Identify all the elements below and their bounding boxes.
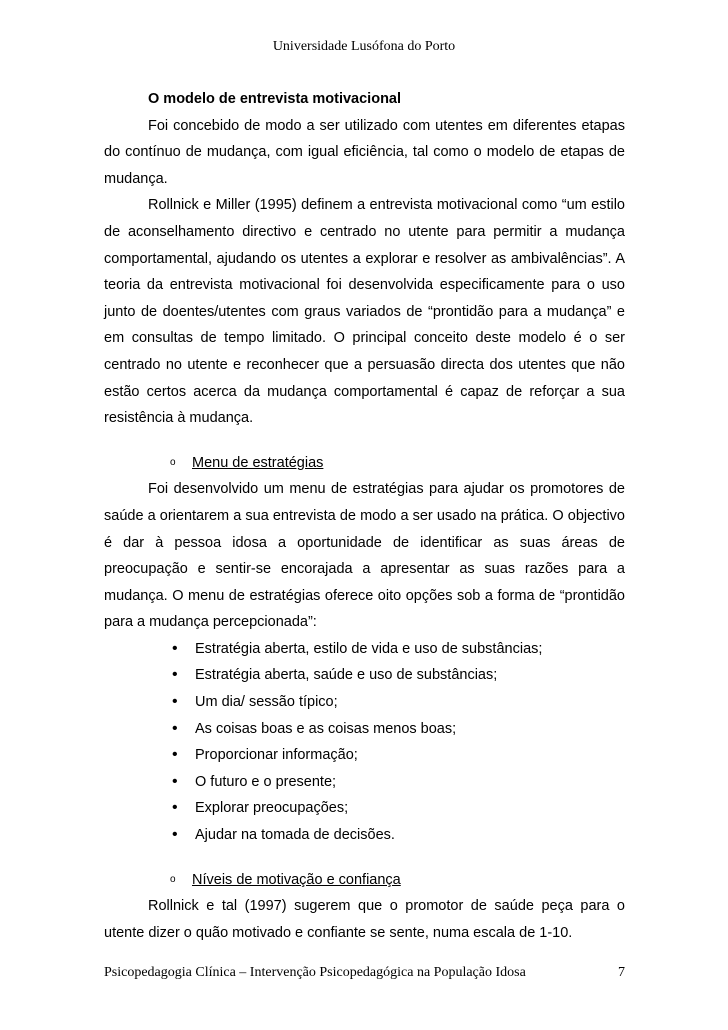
subsection-heading: [104, 867, 625, 894]
list-item: [104, 795, 625, 822]
circle-bullet-icon: o: [170, 873, 176, 885]
body-paragraph: Rollnick e tal (1997) sugerem que o promotor de saúde peça para o utente dizer o quão motivado e confiante se sente, numa escala de 1-10.: [104, 898, 625, 941]
footer-title: Psicopedagogia Clínica – Intervenção Psicopedagógica na População Idosa: [104, 965, 526, 980]
list-item-text: Um dia/ sessão típico;: [195, 694, 338, 711]
list-item: [104, 822, 625, 849]
list-item-text: Ajudar na tomada de decisões.: [195, 827, 395, 844]
bullet-icon: •: [172, 772, 178, 790]
page-header: Universidade Lusófona do Porto: [272, 39, 456, 54]
list-item-text: Estratégia aberta, estilo de vida e uso de substâncias;: [195, 640, 543, 657]
list-item: [104, 662, 625, 689]
bullet-icon: •: [172, 719, 178, 737]
circle-bullet-icon: o: [170, 456, 176, 468]
list-item: [104, 636, 625, 663]
subsection-title: Níveis de motivação e confiança: [192, 871, 401, 888]
bullet-icon: •: [172, 746, 178, 764]
list-item: [104, 769, 625, 796]
list-item: [104, 716, 625, 743]
strategy-list: [104, 636, 625, 849]
bullet-icon: •: [172, 666, 178, 684]
body-paragraph: Rollnick e Miller (1995) definem a entrevista motivacional como “um estilo de aconselhamento directivo e centrado no utente para permitir a mudança comportamental, ajudando os utentes a explorar e resolver as ambivalências”. A teoria da entrevista motivacional foi desenvolvida especificamente para o uso junto de doentes/utentes com graus variados de “prontidão para a mudança” e em consultas de tempo limitado. O principal conceito deste modelo é o ser centrado no utente e reconhecer que a persuasão directa dos utentes que não estão certos acerca da mudança comportamental é capaz de reforçar a sua resistência à mudança.: [104, 197, 625, 427]
bullet-icon: •: [172, 693, 178, 711]
body-paragraph: Foi desenvolvido um menu de estratégias para ajudar os promotores de saúde a orientarem a sua entrevista de modo a ser usado na prática. O objectivo é dar à pessoa idosa a oportunidade de identificar as suas áreas de preocupação e sentir-se encorajada a apresentar as suas razões para a mudança. O menu de estratégias oferece oito opções sob a forma de “prontidão para a mudança percepcionada”:: [104, 481, 625, 631]
list-item: [104, 742, 625, 769]
list-item-text: Estratégia aberta, saúde e uso de substâncias;: [195, 667, 498, 684]
list-item-text: As coisas boas e as coisas menos boas;: [195, 720, 457, 737]
bullet-icon: •: [172, 799, 178, 817]
list-item-text: Explorar preocupações;: [195, 800, 349, 817]
bullet-icon: •: [172, 639, 178, 657]
subsection-heading: [104, 450, 625, 477]
section-heading: O modelo de entrevista motivacional: [148, 91, 402, 107]
list-item-text: O futuro e o presente;: [195, 773, 337, 790]
body-paragraph: Foi concebido de modo a ser utilizado com utentes em diferentes etapas do contínuo de mudança, com igual eficiência, tal como o modelo de etapas de mudança.: [104, 117, 625, 187]
subsection-title: Menu de estratégias: [192, 454, 324, 471]
page-number: 7: [618, 965, 625, 980]
bullet-icon: •: [172, 826, 178, 844]
page-body: [104, 86, 625, 946]
list-item: [104, 689, 625, 716]
list-item-text: Proporcionar informação;: [195, 747, 358, 764]
